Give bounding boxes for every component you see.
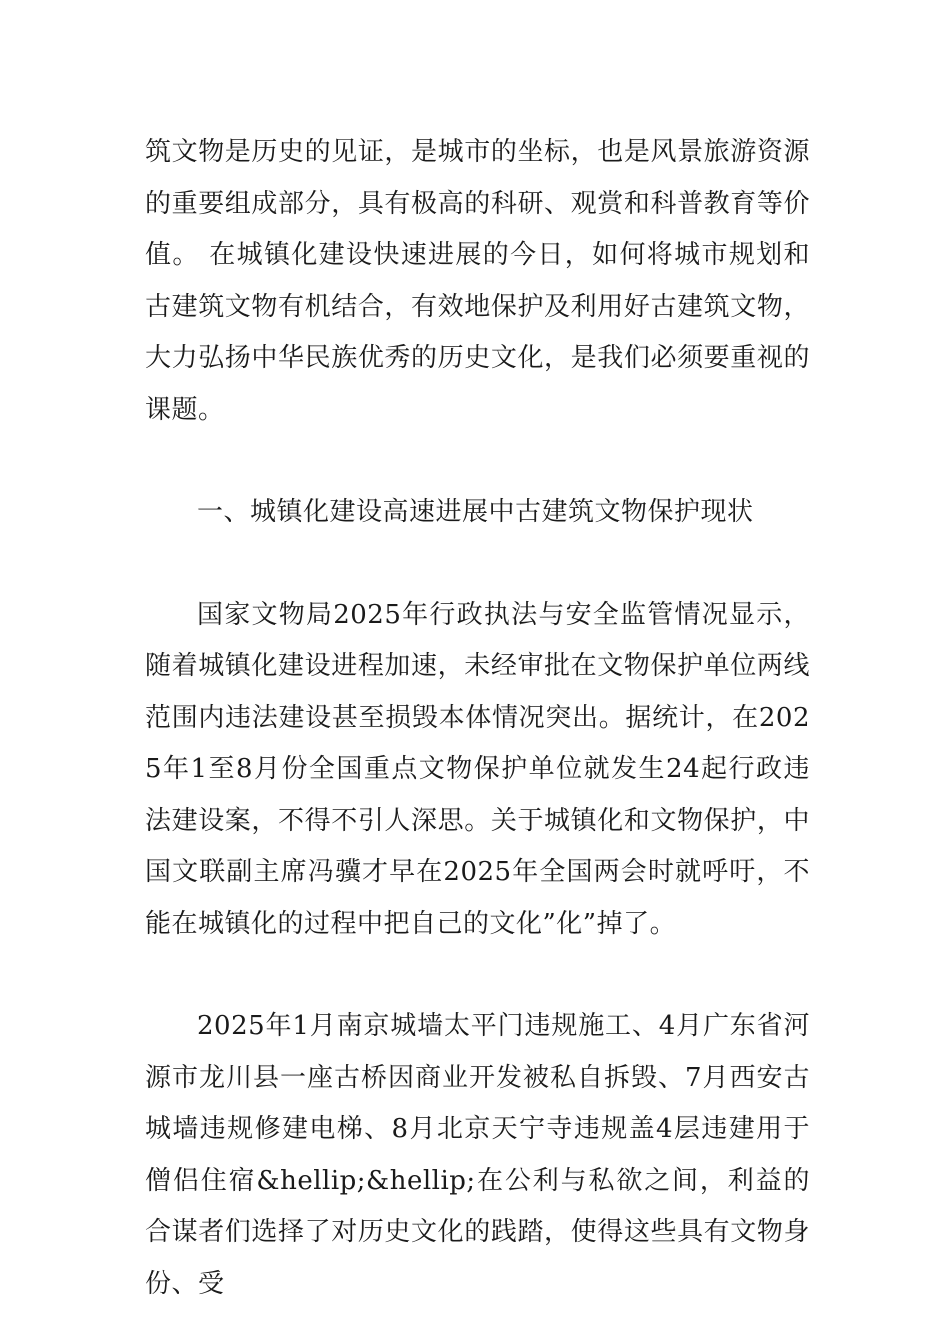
body-paragraph-1: 国家文物局2025年行政执法与安全监管情况显示，随着城镇化建设进程加速，未经审批在文物保护单位两线范围内违法建设甚至损毁本体情况突出。据统计，在2025年1至8月份全国重点文物保护单位就发生24起行政违法建设案，不得不引人深思。关于城镇化和文物保护，中国文联副主席冯骥才早在2025年全国两会时就呼吁，不能在城镇化的过程中把自己的文化”化”掉了。 <box>145 599 810 939</box>
intro-paragraph: 筑文物是历史的见证，是城市的坐标，也是风景旅游资源的重要组成部分，具有极高的科研、观赏和科普教育等价值。 在城镇化建设快速进展的今日，如何将城市规划和古建筑文物有机结合，有效地保护及利用好古建筑文物，大力弘扬中华民族优秀的历史文化，是我们必须要重视的课题。 <box>145 137 810 425</box>
paragraph-spacer <box>145 436 810 487</box>
paragraph-spacer <box>145 950 810 1001</box>
body-paragraph-2: 2025年1月南京城墙太平门违规施工、4月广东省河源市龙川县一座古桥因商业开发被私自拆毁、7月西安古城墙违规修建电梯、8月北京天宁寺违规盖4层违建用于僧侣住宿&hellip;&hellip;在公利与私欲之间，利益的合谋者们选择了对历史文化的践踏，使得这些具有文物身份、受 <box>145 1011 810 1299</box>
section-heading: 一、城镇化建设高速进展中古建筑文物保护现状 <box>197 497 754 527</box>
paragraph-spacer <box>145 539 810 590</box>
document-body <box>145 127 810 1310</box>
